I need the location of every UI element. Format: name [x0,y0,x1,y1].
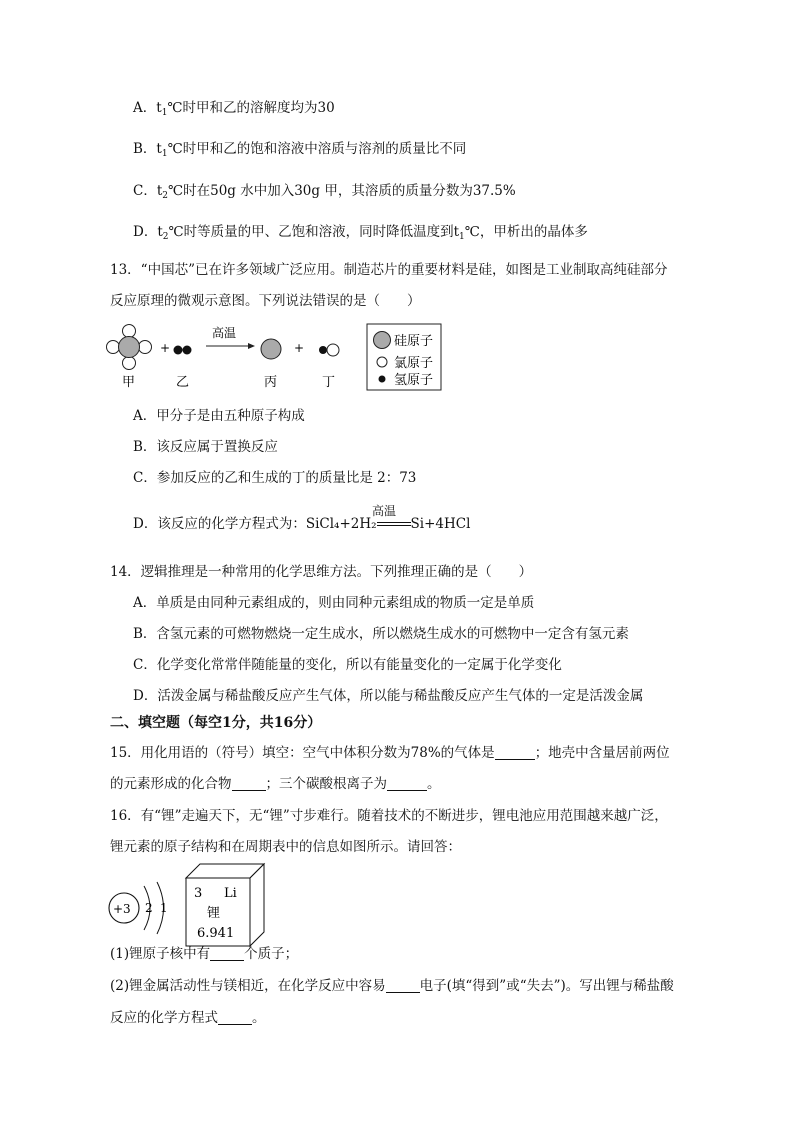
q14-option-d: D．活泼金属与稀盐酸反应产生气体，所以能与稀盐酸反应产生气体的一定是活泼金属 [133,688,644,704]
legend-chlorine: 氯原子 [394,356,434,371]
q12-option-b: B．$t_1℃$时甲和乙的饱和溶液中溶质与溶剂的质量比不同 [133,141,467,159]
legend-silicon: 硅原子 [394,334,434,349]
reaction-micro-diagram [100,320,460,392]
q13-option-d: D．该反应的化学方程式为：SiCl₄+2H₂ Si+4HCl [133,516,471,532]
legend-hydrogen: 氢原子 [394,373,434,388]
molecule-bing [261,339,281,359]
label-ding: 丁 [322,375,336,390]
molecule-ding [319,344,339,356]
q16-part3: 反应的化学方程式 。 [110,1010,266,1026]
q13-option-b: B．该反应属于置换反应 [133,439,278,455]
q14-option-c: C．化学变化常常伴随能量的变化，所以有能量变化的一定属于化学变化 [133,657,562,673]
answer-blank[interactable] [387,776,427,791]
label-bing: 丙 [264,375,278,390]
q13-option-a: A．甲分子是由五种原子构成 [133,408,305,424]
answer-blank[interactable] [386,978,420,993]
answer-blank[interactable] [495,745,535,760]
shell-2-electrons: 1 [160,901,168,915]
q13-option-c: C．参加反应的乙和生成的丁的质量比是 2：73 [133,470,417,486]
periodic-table-cell-3d [184,862,268,948]
atomic-mass: 6.941 [197,926,235,941]
q12-option-d: D．$t_2℃$时等质量的甲、乙饱和溶液，同时降低温度到$t_1℃$，甲析出的晶体多 [133,224,588,242]
q14-stem: 14．逻辑推理是一种常用的化学思维方法。下列推理正确的是（ ） [110,564,533,580]
q16-stem-line1: 16．有“锂”走遍天下，无“锂”寸步难行。随着技术的不断进步，锂电池应用范围越来越广泛， [110,808,668,824]
q14-option-a: A．单质是由同种元素组成的，则由同种元素组成的物质一定是单质 [133,595,535,611]
atomic-number: 3 [194,886,203,901]
q13-stem-line2: 反应原理的微观示意图。下列说法错误的是（ ） [110,293,421,309]
reaction-condition: 高温 [212,326,237,340]
element-name: 锂 [207,906,221,921]
answer-blank[interactable] [210,946,244,961]
plus-sign-1: + [160,341,171,355]
molecule-jia [107,325,152,370]
q15-line1: 15．用化用语的（符号）填空：空气中体积分数为78%的气体是 ；地壳中含量居前两位 [110,745,670,761]
label-jia: 甲 [122,375,136,390]
answer-blank[interactable] [232,776,266,791]
plus-sign-2: + [294,341,305,355]
equation-condition: 高温 [372,504,397,518]
q13-stem-line1: 13．“中国芯”已在许多领域广泛应用。制造芯片的重要材料是硅，如图是工业制取高纯硅部分 [110,262,668,278]
nucleus-charge: +3 [113,902,131,916]
q12-option-c: C．$t_2℃$时在50g 水中加入30g 甲，其溶质的质量分数为37.5% [133,183,516,201]
element-symbol: Li [224,886,237,901]
q16-part2: (2)锂金属活动性与镁相近，在化学反应中容易 电子(填“得到”或“失去”)。写出锂与稀盐酸 [110,978,674,994]
label-yi: 乙 [176,375,190,390]
answer-blank[interactable] [218,1010,252,1025]
arrow-head [248,343,255,349]
q12-option-a: A．$t_1℃$时甲和乙的溶解度均为30 [133,100,335,118]
section-heading: 二、填空题（每空1分，共16分） [110,715,322,731]
legend-box [367,324,441,390]
equation-arrow [377,518,411,532]
q16-part1: (1)锂原子核中有 个质子； [110,946,299,962]
q16-stem-line2: 锂元素的原子结构和在周期表中的信息如图所示。请回答： [110,839,461,855]
lithium-atom-structure [104,876,184,942]
q15-line2: 的元素形成的化合物 ；三个碳酸根离子为 。 [110,776,441,792]
shell-1-electrons: 2 [145,901,153,915]
molecule-yi [174,346,192,355]
q14-option-b: B．含氢元素的可燃物燃烧一定生成水，所以燃烧生成水的可燃物中一定含有氢元素 [133,626,629,642]
